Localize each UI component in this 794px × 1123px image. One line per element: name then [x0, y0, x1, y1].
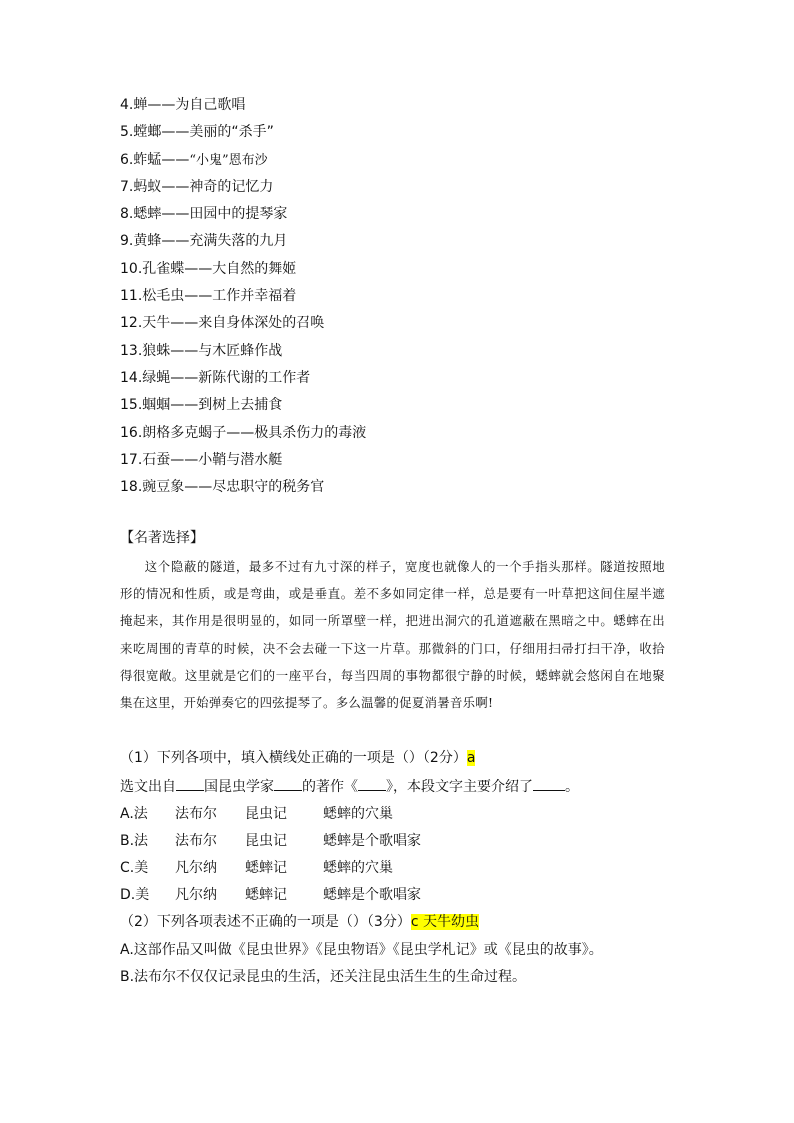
- chapter-list: [120, 94, 366, 503]
- list-item: 15.蝈蝈——到树上去捕食: [120, 397, 283, 414]
- list-item: 17.石蚕——小鞘与潜水艇: [120, 451, 283, 468]
- list-item: 18.豌豆象——尽忠职守的税务官: [120, 479, 325, 496]
- question-1-stem: 选文出自 国昆虫学家 的著作《 》，本段文字主要介绍了 。: [120, 776, 579, 797]
- question-2-answer: c 天牛幼虫: [410, 914, 479, 930]
- blank-line: [176, 776, 204, 791]
- list-item: 8.蟋蟀——田园中的提琴家: [120, 206, 288, 223]
- list-item: 16.朗格多克蝎子——极具杀伤力的毒液: [120, 424, 367, 441]
- list-item: 5.螳螂——美丽的“杀手”: [120, 124, 274, 141]
- section-heading: 【名著选择】: [120, 530, 204, 546]
- list-item: 4.蝉——为自己歌唱: [120, 97, 246, 113]
- list-item: 11.松毛虫——工作并幸福着: [120, 288, 297, 305]
- list-item: 13.狼蛛——与木匠蜂作战: [120, 342, 283, 359]
- list-item: 10.孔雀蝶——大自然的舞姬: [120, 260, 297, 277]
- blank-line: [274, 776, 302, 791]
- question-2-prompt: （2）下列各项表述不正确的一项是（）（3分）c 天牛幼虫: [120, 914, 479, 930]
- list-item: 12.天牛——来自身体深处的召唤: [120, 315, 325, 332]
- reading-passage: 这个隐蔽的隧道，最多不过有九寸深的样子，宽度也就像人的一个手指头那样。隧道按照地形的情况和性质，或是弯曲，或是垂直。差不多如同定律一样，总是要有一叶草把这间住屋半遮掩起来，其作用是很明显的，如同一所罩壁一样，把进出洞穴的孔道遮蔽在黑暗之中。蟋蟀在出来吃周围的青草的时候，决不会去碰一下这一片草。那微斜的门口，仔细用扫帚打扫干净，收拾得很宽敞。这里就是它们的一座平台，每当四周的事物都很宁静的时候，蟋蟀就会悠闲自在地聚集在这里，开始弹奏它的四弦提琴了。多么温馨的促夏消暑音乐啊!: [120, 559, 665, 711]
- list-item: 7.蚂蚁——神奇的记忆力: [120, 178, 274, 195]
- list-item: 14.绿蝇——新陈代谢的工作者: [120, 369, 311, 386]
- document-page: 4.蝉——为自己歌唱 5.螳螂——美丽的“杀手” 6.蚱蜢——“小鬼”恩布沙 7.蚂蚁——神奇的记忆力 8.蟋蟀——田园中的提琴家 9.黄蜂——充满失落的九月 10.孔雀蝶——大自然的舞姬 11.松毛虫——工作并幸福着 12.天牛——来自身体深处的召唤 13.狼蛛——与木匠蜂作战 14.绿蝇——新陈代谢的工作者 15.蝈蝈——到树上去捕食 16.朗格多克蝎子——极具杀伤力的毒液 17.石蚕——小鞘与潜水艇 18.豌豆象——尽忠职守的税务官 【名著选择】 这个隐蔽的隧道，最多不过有九寸深的样子，宽度也就像人的一个手指头那样。隧道按照地形的情况和性质，或是弯曲，或是垂直。差不多如同定律一样，总是要有一叶草把这间住屋半遮掩起来，其作用是很明显的，如同一所罩壁一样，把进出洞穴的孔道遮蔽在黑暗之中。蟋蟀在出来吃周围的青草的时候，决不会去碰一下这一片草。那微斜的门口，仔细用扫帚打扫干净，收拾得很宽敞。这里就是它们的一座平台，每当四周的事物都很宁静的时候，蟋蟀就会悠闲自在地聚集在这里，开始弹奏它的四弦提琴了。多么温馨的促夏消暑音乐啊! （1）下列各项中，填入横线处正确的一项是（）（2分）a 选文出自 国昆虫学家 的著作《 》，本段文字主要介绍了 。 A.法 法布尔 昆虫记 蟋蟀的穴巢 B.法 法布尔 昆虫记 蟋蟀是个歌唱家 C.美 凡尔纳 蟋蟀记 蟋蟀的穴巢 D.美 凡尔纳 蟋蟀记 蟋蟀是个歌唱家 （2）下列各项表述不正确的一项是（）（3分）c 天牛幼虫 A.这部作品又叫做《昆虫世界》《昆虫物语》《昆虫学札记》或《昆虫的故事》。 B.法布尔不仅仅记录昆虫的生活，还关注昆虫活生生的生命过程。: [0, 0, 794, 1123]
- question-2-option-b[interactable]: B.法布尔不仅仅记录昆虫的生活，还关注昆虫活生生的生命过程。: [120, 969, 527, 985]
- question-1-prompt: （1）下列各项中，填入横线处正确的一项是（）（2分）a: [120, 750, 476, 766]
- question-2-option-a[interactable]: A.这部作品又叫做《昆虫世界》《昆虫物语》《昆虫学札记》或《昆虫的故事》。: [120, 942, 603, 958]
- question-1-answer: a: [466, 750, 476, 766]
- list-item: 9.黄蜂——充满失落的九月: [120, 233, 288, 250]
- list-item: 6.蚱蜢——“小鬼”恩布沙: [120, 151, 268, 168]
- blank-line: [533, 776, 565, 791]
- blank-line: [358, 776, 386, 791]
